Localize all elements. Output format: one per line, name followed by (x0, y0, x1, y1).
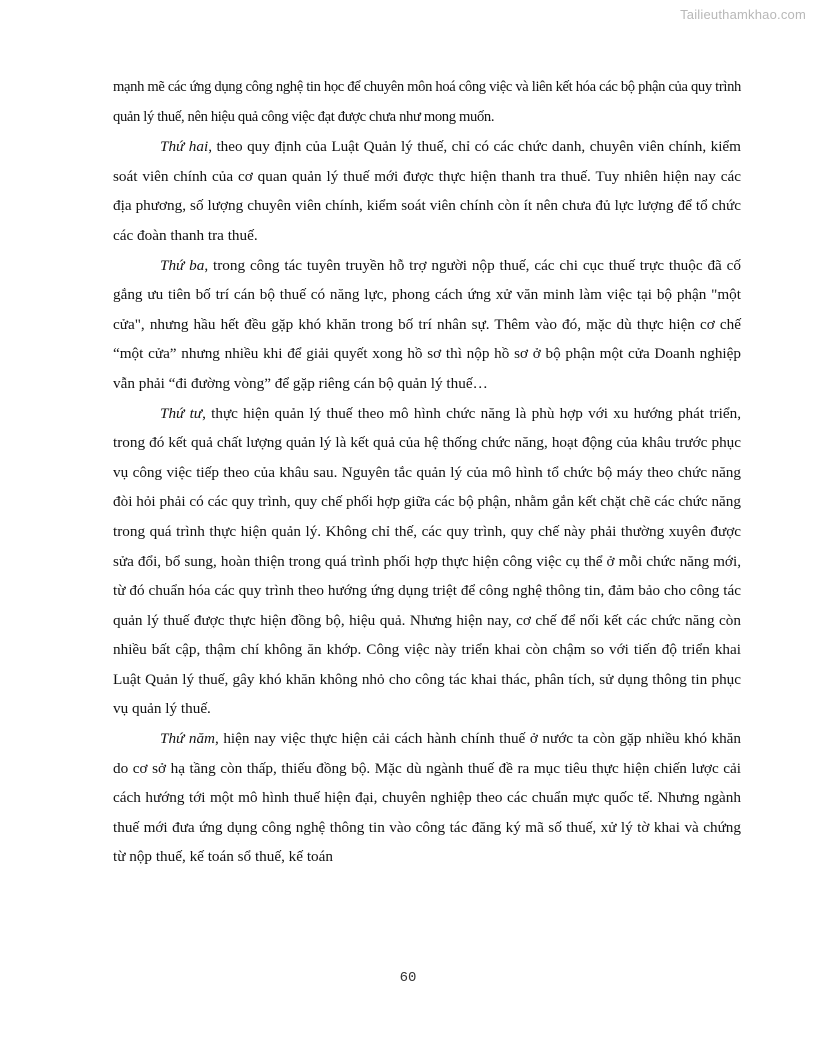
watermark: Tailieuthamkhao.com (680, 7, 806, 22)
page-number: 60 (399, 970, 417, 986)
paragraph-lead: Thứ ba (160, 256, 205, 274)
paragraph-lead: Thứ hai (160, 138, 209, 156)
paragraph-thu-tu (113, 399, 741, 725)
document-body (113, 73, 741, 872)
paragraph-text: mạnh mẽ các ứng dụng công nghệ tin học để chuyên môn hoá công việc và liên kết hóa các bộ phận của quy trình quản lý thuế, nên hiệu quả công việc đạt được chưa như mong muốn. (113, 79, 741, 125)
paragraph-lead: Thứ năm (160, 730, 216, 748)
paragraph-text: , thực hiện quản lý thuế theo mô hình chức năng là phù hợp với xu hướng phát triển, trong đó kết quả chất lượng quản lý là kết quả của hệ thống chức năng, hoạt động của khâu trước phục vụ công việc tiếp theo của khâu sau. Nguyên tắc quản lý của mô hình tổ chức bộ máy theo chức năng đòi hỏi phải có các quy trình, quy chế phối hợp giữa các bộ phận, nhằm gắn kết chặt chẽ các chức năng trong quá trình thực hiện quản lý. Không chỉ thế, các quy trình, quy chế này phải thường xuyên được sửa đổi, bổ sung, hoàn thiện trong quá trình phối hợp thực hiện công việc cụ thể ở mỗi chức năng mới, từ đó chuẩn hóa các quy trình theo hướng ứng dụng triệt để công nghệ thông tin, đảm bảo cho công tác quản lý thuế được thực hiện đồng bộ, hiệu quả. Nhưng hiện nay, cơ chế để nối kết các chức năng còn nhiều bất cập, thậm chí không ăn khớp. Công việc này triển khai còn chậm so với tiến độ triển khai Luật Quản lý thuế, gây khó khăn không nhỏ cho công tác khai thác, phân tích, sử dụng thông tin phục vụ quản lý thuế. (113, 404, 741, 718)
paragraph-text: , theo quy định của Luật Quản lý thuế, chỉ có các chức danh, chuyên viên chính, kiểm soát viên chính của cơ quan quản lý thuế mới được thực hiện thanh tra thuế. Tuy nhiên hiện nay các địa phương, số lượng chuyên viên chính, kiểm soát viên chính còn ít nên chưa đủ lực lượng để tổ chức các đoàn thanh tra thuế. (113, 138, 741, 244)
paragraph-thu-ba (113, 251, 741, 399)
paragraph-text: , trong công tác tuyên truyền hỗ trợ người nộp thuế, các chi cục thuế trực thuộc đã cố gắng ưu tiên bố trí cán bộ thuế có năng lực, phong cách ứng xử văn minh làm việc tại bộ phận "một cửa", nhưng hầu hết đều gặp khó khăn trong bố trí nhân sự. Thêm vào đó, mặc dù thực hiện cơ chế “một cửa” nhưng nhiều khi để giải quyết xong hồ sơ thì nộp hồ sơ ở bộ phận một cửa Doanh nghiệp vẫn phải “đi đường vòng” để gặp riêng cán bộ quản lý thuế… (113, 256, 741, 392)
paragraph-thu-nam (113, 724, 741, 872)
paragraph-text: , hiện nay việc thực hiện cải cách hành chính thuế ở nước ta còn gặp nhiều khó khăn do cơ sở hạ tầng còn thấp, thiếu đồng bộ. Mặc dù ngành thuế đề ra mục tiêu thực hiện chiến lược cải cách hướng tới một mô hình thuế hiện đại, chuyên nghiệp theo các chuẩn mực quốc tế. Nhưng ngành thuế mới đưa ứng dụng công nghệ thông tin vào công tác đăng ký mã số thuế, xử lý tờ khai và chứng từ nộp thuế, kế toán sổ thuế, kế toán (113, 730, 741, 866)
paragraph-thu-hai (113, 132, 741, 250)
paragraph-continuation (113, 73, 741, 132)
paragraph-lead: Thứ tư (160, 404, 203, 422)
